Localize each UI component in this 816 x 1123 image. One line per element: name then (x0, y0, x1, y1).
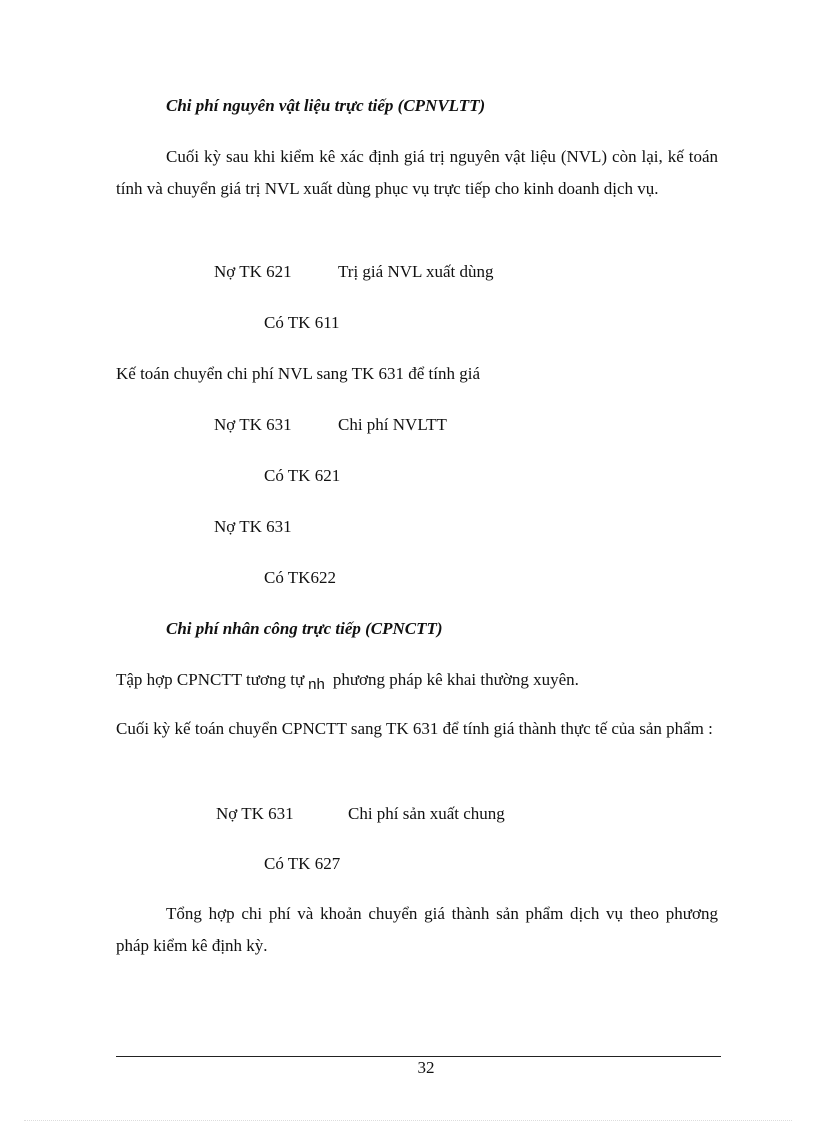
paragraph-transfer-cpnctt: Cuối kỳ kế toán chuyển CPNCTT sang TK 631 để tính giá thành thực tế của sản phẩm : (116, 719, 713, 738)
entry1-debit: Nợ TK 621 (214, 262, 292, 281)
paragraph-cpnctt-fragment: nh (308, 676, 325, 693)
paragraph-cpnctt-text-before: Tập hợp CPNCTT tương tự (116, 670, 305, 689)
entry4-credit: Có TK 627 (264, 854, 341, 873)
entry2-debit: Nợ TK 631 (214, 415, 292, 434)
entry4-debit: Nợ TK 631 (216, 804, 294, 823)
section-heading-cpnctt: Chi phí nhân công trực tiếp (CPNCTT) (166, 619, 443, 638)
paragraph-cpnctt-text-after: phương pháp kê khai thường xuyên. (332, 670, 579, 689)
paragraph-transfer-nvl: Kế toán chuyển chi phí NVL sang TK 631 để tính giá (116, 364, 481, 383)
paragraph-cpnctt-similar (116, 670, 579, 691)
entry2-credit: Có TK 621 (264, 466, 341, 485)
section-heading-cpnvltt: Chi phí nguyên vật liệu trực tiếp (CPNVLTT) (166, 96, 486, 115)
entry3-debit: Nợ TK 631 (214, 517, 292, 536)
entry1-credit: Có TK 611 (264, 313, 340, 332)
paragraph-summary: Tổng hợp chi phí và khoản chuyển giá thành sản phẩm dịch vụ theo phương pháp kiểm kê định kỳ. (116, 904, 718, 955)
footer-divider (116, 1056, 721, 1057)
entry2-description: Chi phí NVLTT (338, 415, 447, 434)
page-bottom-border (24, 1120, 792, 1121)
page-number: 32 (417, 1058, 435, 1077)
entry4-description: Chi phí sản xuất chung (348, 804, 505, 823)
paragraph-nvl-closing: Cuối kỳ sau khi kiểm kê xác định giá trị nguyên vật liệu (NVL) còn lại, kế toán tính và chuyển giá trị NVL xuất dùng phục vụ trực tiếp cho kinh doanh dịch vụ. (116, 147, 718, 198)
entry1-description: Trị giá NVL xuất dùng (338, 262, 494, 281)
entry3-credit: Có TK622 (264, 568, 336, 587)
